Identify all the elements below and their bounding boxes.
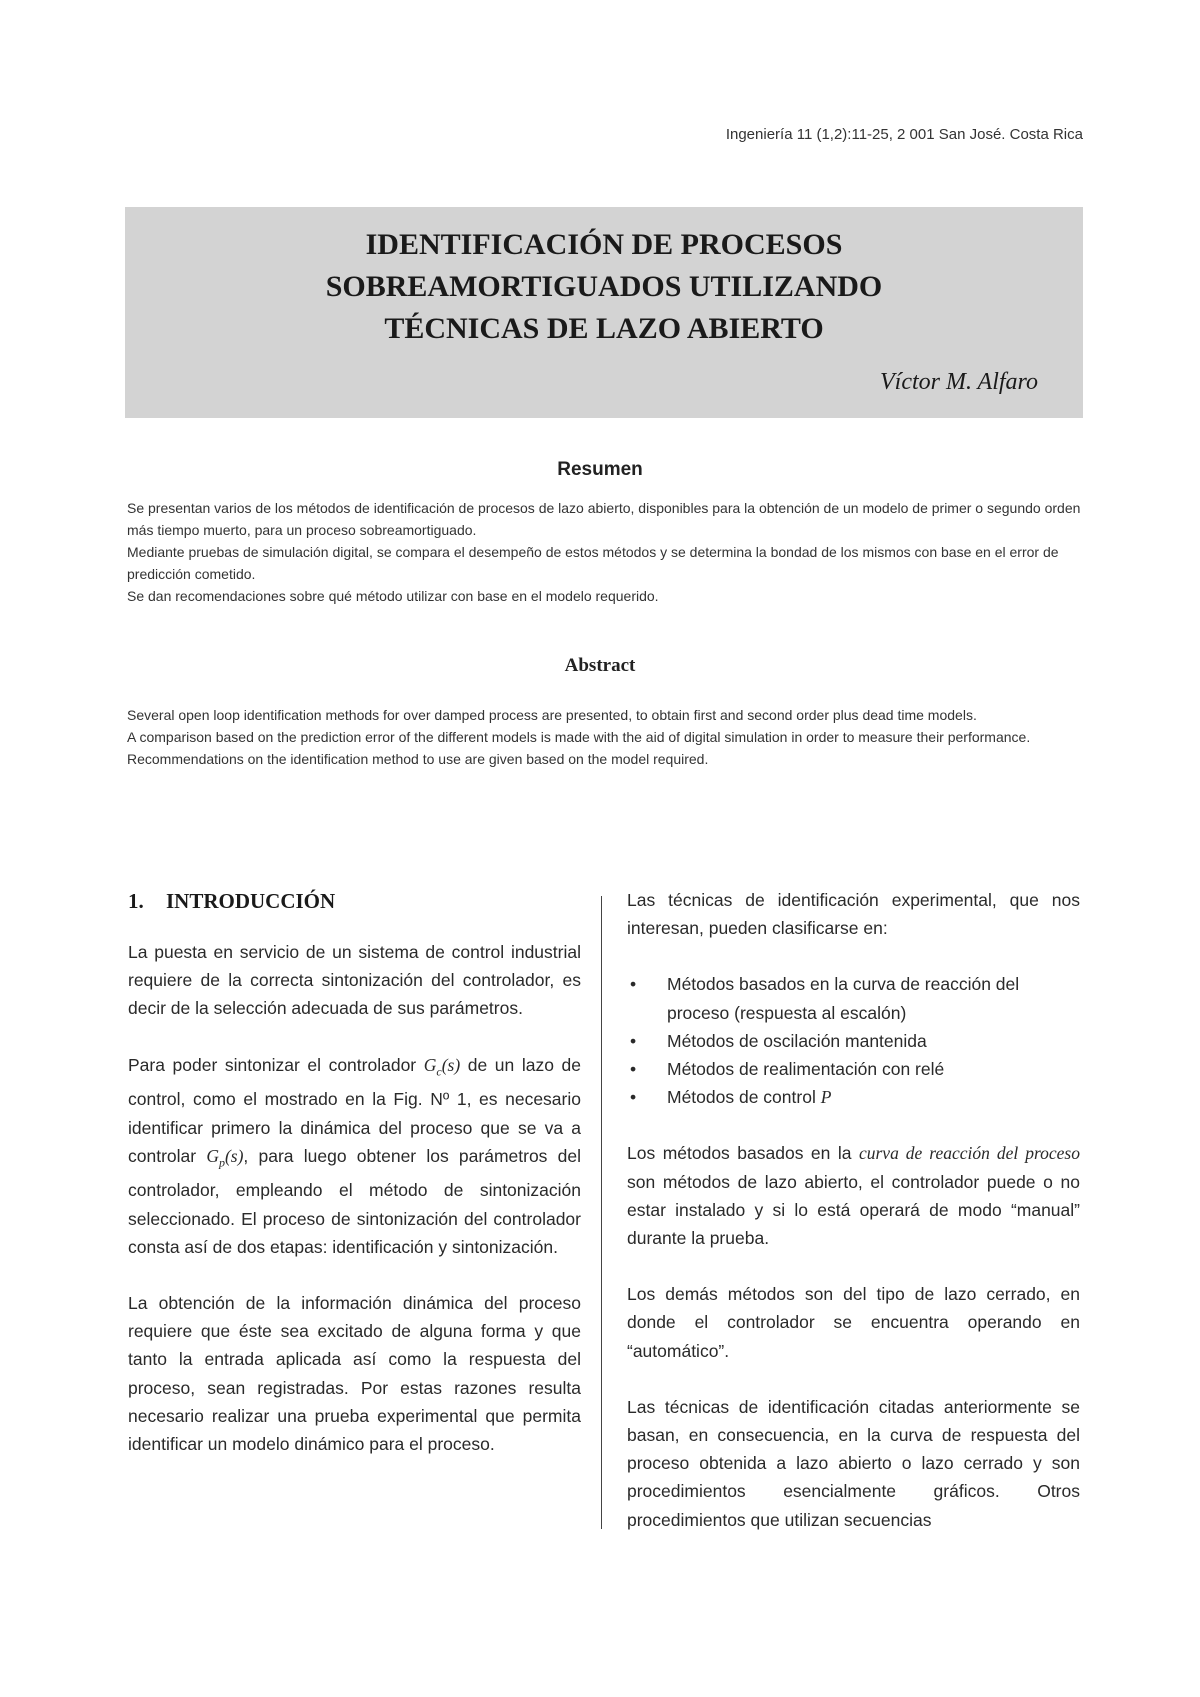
left-column [128, 886, 581, 1486]
journal-reference: Ingeniería 11 (1,2):11-25, 2 001 San José. Costa Rica [725, 126, 1083, 143]
paper-title [125, 224, 1083, 350]
resumen-heading: Resumen [557, 459, 643, 480]
resumen-paragraph: Se dan recomendaciones sobre qué método utilizar con base en el modelo requerido. [127, 588, 659, 604]
abstract-paragraph: Recommendations on the identification method to use are given based on the model required. [127, 751, 709, 767]
right-column [627, 886, 1080, 1562]
abstract-paragraph: A comparison based on the prediction error of the different models is made with the aid of digital simulation in order to measure their performance. [127, 729, 1031, 745]
abstract-paragraph: Several open loop identification methods for over damped process are presented, to obtain first and second order plus dead time models. [127, 707, 977, 723]
body-paragraph: La obtención de la información dinámica del proceso requiere que éste sea excitado de alguna forma y que tanto la entrada aplicada así como la respuesta del proceso, sean registradas. Por estas razones resulta necesario realizar una prueba experimental que permita identificar un modelo dinámico para el proceso. [128, 1293, 581, 1455]
bullet-dot: • [630, 1087, 637, 1108]
list-item: • Métodos de control P [627, 1083, 1080, 1111]
math-gp: $G_p(s)$ [206, 1145, 244, 1170]
section-number: 1. [128, 889, 144, 913]
body-paragraph: Los demás métodos son del tipo de lazo cerrado, en donde el controlador se encuentra operando en “automático”. [627, 1284, 1080, 1361]
abstract-body [127, 704, 1082, 770]
author-name: Víctor M. Alfaro [880, 369, 1038, 395]
math-gc: $G_c(s)$ [423, 1054, 461, 1079]
title-line: TÉCNICAS DE LAZO ABIERTO [384, 312, 824, 345]
title-box [125, 207, 1083, 418]
title-line: SOBREAMORTIGUADOS UTILIZANDO [325, 270, 883, 303]
bullet-dot: • [630, 974, 637, 995]
list-item: • Métodos de realimentación con relé [627, 1055, 1080, 1083]
methods-list [627, 970, 1080, 1111]
resumen-paragraph: Se presentan varios de los métodos de identificación de procesos de lazo abierto, disponibles para la obtención de un modelo de primer o segundo orden más tiempo muerto, para un proceso sobreamortiguado. [127, 500, 1081, 538]
abstract-heading: Abstract [564, 655, 636, 676]
section-heading [128, 886, 581, 916]
title-line: IDENTIFICACIÓN DE PROCESOS [365, 228, 843, 261]
body-paragraph: Las técnicas de identificación citadas anteriormente se basan, en consecuencia, en la curva de respuesta del proceso obtenida a lazo abierto o lazo cerrado y son procedimientos esencialmente gráficos. Otros procedimientos que utilizan secuencias [627, 1396, 1080, 1530]
list-item: • Métodos basados en la curva de reacción del proceso (respuesta al escalón) [627, 970, 1080, 1026]
column-divider [601, 896, 602, 1529]
body-paragraph: Los métodos basados en la curva de reacción del proceso son métodos de lazo abierto, el controlador puede o no estar instalado y si lo está operará de modo “manual” durante la prueba. [627, 1143, 1080, 1249]
bullet-dot: • [630, 1030, 637, 1051]
body-paragraph: Las técnicas de identificación experimental, que nos interesan, pueden clasificarse en: [627, 890, 1080, 939]
resumen-body [127, 497, 1082, 607]
bullet-dot: • [630, 1059, 637, 1080]
list-item: • Métodos de oscilación mantenida [627, 1027, 1080, 1055]
resumen-paragraph: Mediante pruebas de simulación digital, se compara el desempeño de estos métodos y se determina la bondad de los mismos con base en el error de predicción cometido. [127, 544, 1059, 582]
body-paragraph: La puesta en servicio de un sistema de control industrial requiere de la correcta sintonización del controlador, es decir de la selección adecuada de sus parámetros. [128, 942, 581, 1019]
body-paragraph: Para poder sintonizar el controlador $G_c(s)$ de un lazo de control, como el mostrado en la Fig. Nº 1, es necesario identificar primero la dinámica del proceso que se va a controlar $G_p(s)$, para luego obtener los parámetros del controlador, empleando el método de sintonización seleccionado. El proceso de sintonización del controlador consta así de dos etapas: identificación y sintonización. [128, 1054, 582, 1257]
section-title: INTRODUCCIÓN [166, 889, 336, 913]
